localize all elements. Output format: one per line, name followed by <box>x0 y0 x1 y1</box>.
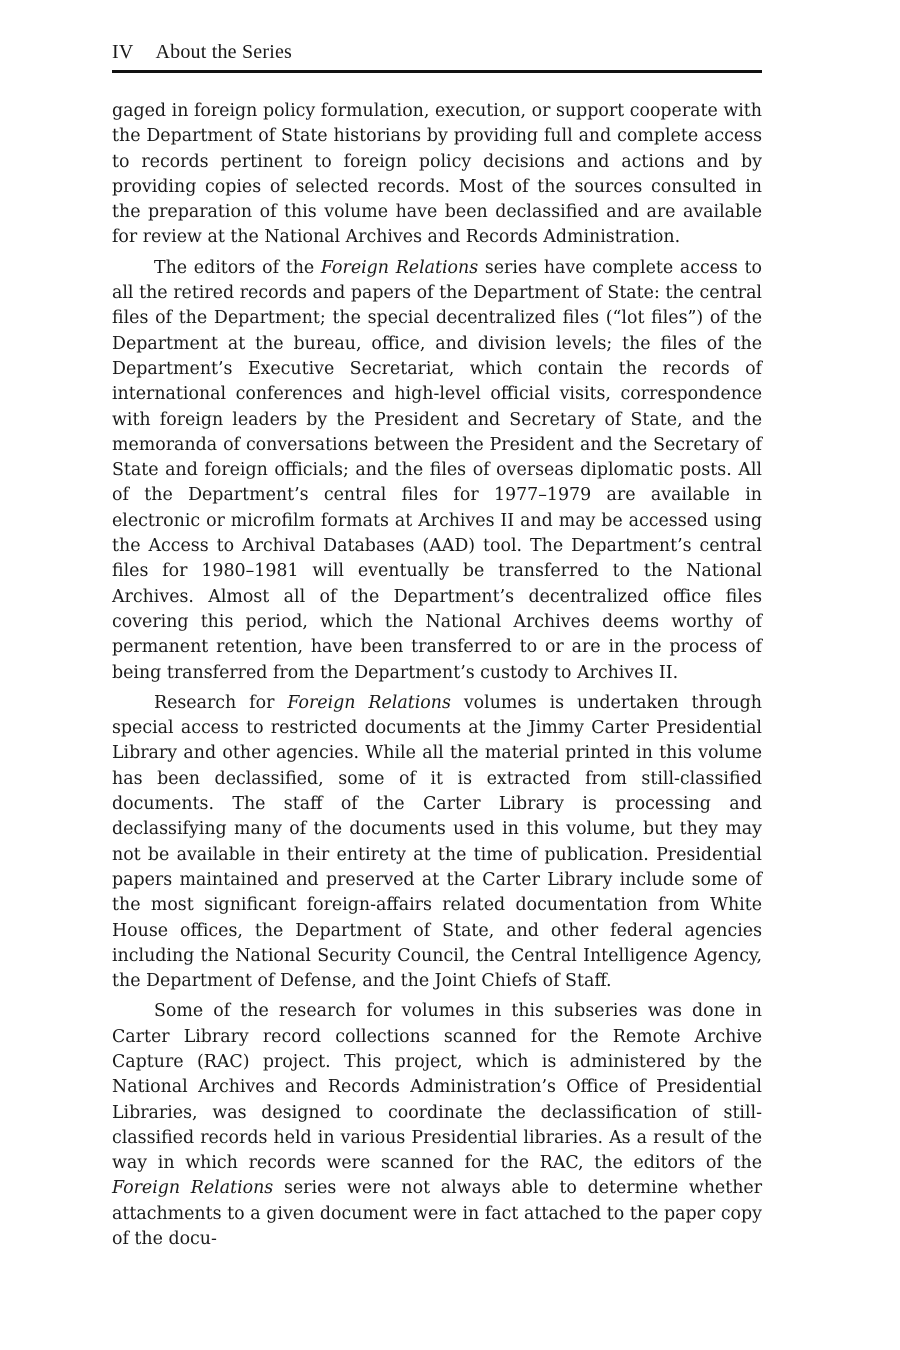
paragraph-4 <box>112 999 762 1252</box>
paragraph-text: Research for <box>154 692 288 713</box>
paragraph-text: series were not always able to determine whether attachments to a given document were in fact attached to the paper copy of the docu- <box>112 1178 763 1250</box>
running-head-title: About the Series <box>155 41 293 63</box>
series-title-italic: Foreign Relations <box>287 692 451 713</box>
document-page <box>112 36 762 1252</box>
paragraph-text: The editors of the <box>154 257 321 278</box>
paragraph-1 <box>112 99 762 251</box>
body-text <box>112 99 762 1252</box>
paragraph-2 <box>112 256 762 686</box>
running-head <box>112 36 762 66</box>
paragraph-text: series have complete access to all the retired records and papers of the Department of State: the central files of the Department; the special decentralized files (“lot files”) of the Department at the bureau, office, and division levels; the files of the Department’s Executive Secretariat, which contain the records of international conferences and high-level official visits, correspondence with foreign leaders by the President and Secretary of State, and the memoranda of conversations between the President and the Secretary of State and foreign officials; and the files of overseas diplomatic posts. All of the Department’s central files for 1977–1979 are available in electronic or microfilm formats at Archives II and may be accessed using the Access to Archival Databases (AAD) tool. The Department’s central files for 1980–1981 will eventually be transferred to the National Archives. Almost all of the Department’s decentralized office files covering this period, which the National Archives deems worthy of permanent retention, have been transferred to or are in the process of being transferred from the Department’s custody to Archives II. <box>112 257 762 683</box>
series-title-italic: Foreign Relations <box>112 1178 274 1199</box>
paragraph-text: Some of the research for volumes in this subseries was done in Carter Library record collections scanned for the Remote Archive Capture (RAC) project. This project, which is administered by the National Archives and Records Administration’s Office of Presidential Libraries, was designed to coordinate the declassification of still-classified records held in various Presidential libraries. As a result of the way in which records were scanned for the RAC, the editors of the <box>112 1001 762 1174</box>
header-rule <box>112 70 762 73</box>
paragraph-text: volumes is undertaken through special access to restricted documents at the Jimmy Carter Presidential Library and other agencies. While all the material printed in this volume has been declassified, some of it is extracted from still-classified documents. The staff of the Carter Library is processing and declassifying many of the documents used in this volume, but they may not be available in their entirety at the time of publication. Presidential papers maintained and preserved at the Carter Library include some of the most significant foreign-affairs related documentation from White House offices, the Department of State, and other federal agencies including the National Security Council, the Central Intelligence Agency, the Department of Defense, and the Joint Chiefs of Staff. <box>112 692 763 992</box>
page-folio: IV <box>112 41 134 63</box>
paragraph-3 <box>112 691 762 995</box>
paragraph-text: gaged in foreign policy formulation, execution, or support cooperate with the Department of State historians by providing full and complete access to records pertinent to foreign policy decisions and actions and by providing copies of selected records. Most of the sources consulted in the preparation of this volume have been declassified and are available for review at the National Archives and Records Administration. <box>112 101 762 248</box>
series-title-italic: Foreign Relations <box>320 257 479 278</box>
